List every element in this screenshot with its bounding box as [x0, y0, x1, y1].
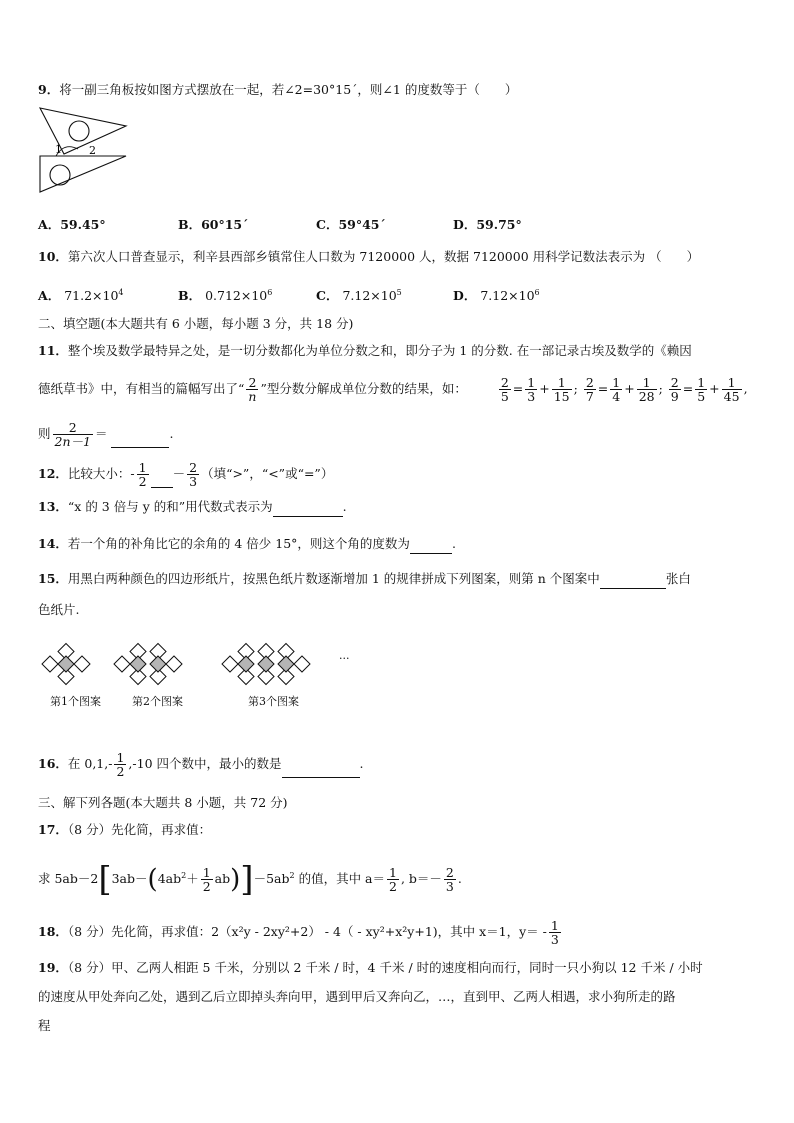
question-19-line-2: 的速度从甲处奔向乙处，遇到乙后立即掉头奔向甲，遇到甲后又奔向乙，…，直到甲、乙两人相遇，求小狗所走的路 [38, 989, 676, 1004]
answer-blank[interactable] [111, 433, 169, 448]
question-17-line-1: 17．（8 分）先化简，再求值： [38, 822, 212, 837]
question-15-line-1: 15．用黑白两种颜色的四边形纸片，按黑色纸片数逐渐增加 1 的规律拼成下列图案，则第 n 个图案中 张白 [38, 569, 691, 589]
white-tile [74, 656, 90, 672]
lower-triangle-hole [50, 165, 70, 185]
set-square-figure [38, 104, 130, 196]
question-11-line-3: 则 $\frac{2}{2n-1}$ ＝ . [38, 420, 174, 449]
question-12: 12．比较大小：- $\frac{1}{2}$ － $\frac{2}{3}$ （填“>”，“<”或“=”） [38, 460, 334, 489]
q10-option-c[interactable]: C． $7.12\times 10^5$ [316, 288, 402, 304]
question-9 [38, 80, 517, 100]
tile-pattern-figure [38, 636, 368, 692]
question-number: 9． [38, 82, 60, 97]
q10-option-a[interactable]: A． $71.2\times 10^4$ [38, 288, 124, 304]
q9-option-a[interactable]: A．59.45° [38, 217, 106, 232]
white-tile [114, 656, 130, 672]
pattern-caption-3: 第3个图案 [248, 695, 299, 708]
section-heading: 三、解下列各题(本大题共 8 小题，共 72 分) [38, 795, 288, 810]
answer-blank[interactable] [410, 539, 452, 554]
question-17-expression: 求 $5ab-2[3ab-(4ab^2+$ $\frac{1}{2}$ $ab)]-5ab^2$ 的值，其中 a＝ $\frac{1}{2}$ , b＝－ $\frac{2}{3}$ . [38, 859, 462, 900]
question-number: 11． [38, 343, 68, 358]
black-tile [278, 656, 294, 672]
question-19-line-3: 程 [38, 1018, 51, 1033]
white-tile [42, 656, 58, 672]
angle-label-2: 2 [89, 144, 96, 157]
q9-option-b[interactable]: B．60°15´ [178, 217, 249, 232]
question-18: 18．（8 分）先化简，再求值：2（x²y - 2xy²+2） - 4（ - xy²+x²y+1)，其中 x＝1，y＝ - $\frac{1}{3}$ [38, 918, 559, 947]
question-16: 16．在 0,1,- $\frac{1}{2}$ ,-10 四个数中，最小的数是 . [38, 750, 364, 779]
question-19-line-1: 19．（8 分）甲、乙两人相距 5 千米，分别以 2 千米 / 时，4 千米 / 时的速度相向而行，同时一只小狗以 12 千米 / 小时 [38, 960, 703, 975]
q9-option-c[interactable]: C．59°45´ [316, 217, 386, 232]
answer-blank[interactable] [600, 574, 666, 589]
answer-blank[interactable] [273, 502, 343, 517]
upper-triangle [40, 108, 126, 154]
upper-triangle-hole [69, 121, 89, 141]
question-15-line-2: 色纸片. [38, 602, 80, 617]
question-14: 14．若一个角的补角比它的余角的 4 倍少 15°，则这个角的度数为 . [38, 534, 456, 554]
black-tile [58, 656, 74, 672]
black-tile [130, 656, 146, 672]
pattern-caption-2: 第2个图案 [132, 695, 183, 708]
section-heading: 二、填空题(本大题共有 6 小题，每小题 3 分，共 18 分) [38, 316, 354, 331]
white-tile [166, 656, 182, 672]
question-number: 10． [38, 249, 68, 264]
pattern-ellipsis: ··· [339, 652, 350, 665]
lower-triangle [40, 156, 126, 192]
q10-option-b[interactable]: B． $0.712\times 10^6$ [178, 288, 273, 304]
question-text: 将一副三角板按如图方式摆放在一起，若∠2=30°15´，则∠1 的度数等于（ ） [59, 82, 518, 97]
question-text: 第六次人口普查显示，利辛县西部乡镇常住人口数为 7120000 人，数据 7120000 用科学记数法表示为 （ ） [67, 249, 700, 264]
question-13: 13．“x 的 3 倍与 y 的和”用代数式表示为 . [38, 497, 347, 517]
black-tile [258, 656, 274, 672]
black-tile [238, 656, 254, 672]
white-tile [294, 656, 310, 672]
question-10 [38, 247, 699, 267]
q10-option-d[interactable]: D． $7.12\times 10^6$ [453, 288, 540, 304]
q9-option-d[interactable]: D．59.75° [453, 217, 522, 232]
question-11-line-2: 德纸草书》中，有相当的篇幅写出了“ $\frac{2}{n}$ ”型分数分解成单位分数的结果，如： $\frac{2}{5}$ = $\frac{1}{3}$ + $\frac{1}{15}$ ; $\frac{2}{7}$ = $\frac{1}{4}$ + $\frac{1}{28}$ ; $\frac{2}{9}$ = $\frac{1}{5}$ + $\frac{1}{45}$ , [38, 375, 748, 404]
question-11-line-1: 11．整个埃及数学最特异之处，是一切分数都化为单位分数之和，即分子为 1 的分数. 在一部记录古埃及数学的《赖因 [38, 343, 692, 358]
answer-blank[interactable] [151, 473, 173, 488]
white-tile [222, 656, 238, 672]
answer-blank[interactable] [282, 763, 360, 778]
pattern-caption-1: 第1个图案 [50, 695, 101, 708]
black-tile [150, 656, 166, 672]
angle-label-1: 1 [55, 143, 62, 156]
